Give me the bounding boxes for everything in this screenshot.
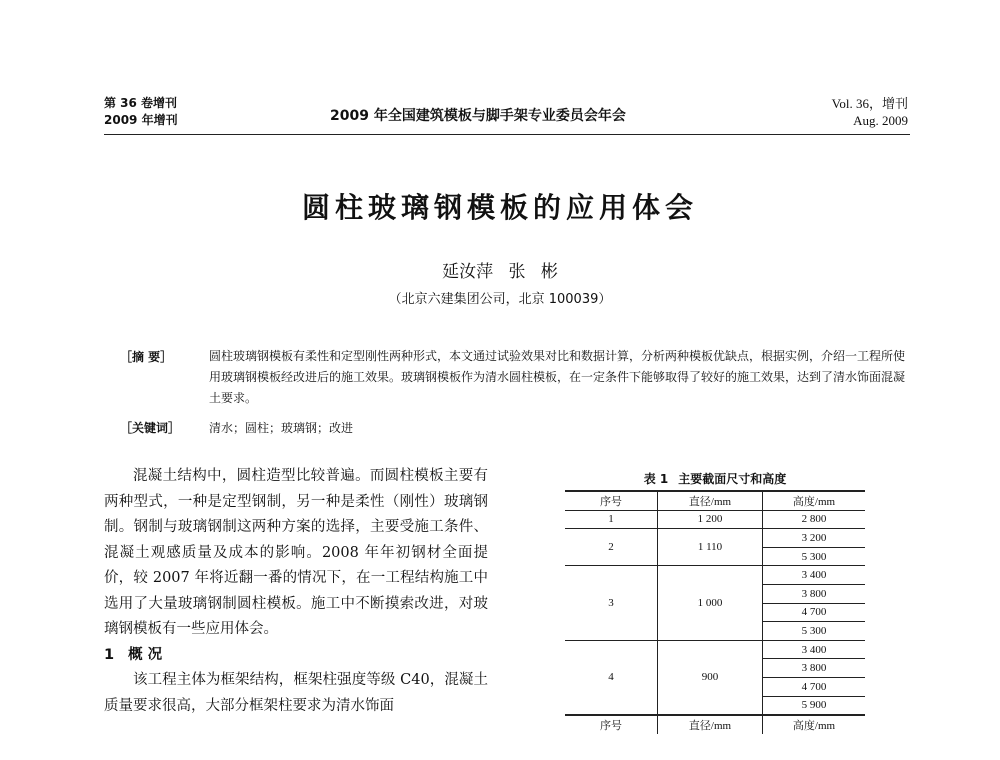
table-header-cell: 直径/mm bbox=[658, 491, 763, 510]
table-header-cell: 序号 bbox=[565, 491, 658, 510]
journal-volume-en-line1: Vol. 36，增刊 bbox=[831, 96, 908, 111]
table-caption bbox=[565, 470, 865, 487]
height-cell: 5 300 bbox=[763, 622, 866, 641]
paper-title: 圆柱玻璃钢模板的应用体会 bbox=[301, 191, 698, 224]
authors: 延汝萍 张 彬 bbox=[442, 262, 558, 282]
table-header-cell: 高度/mm bbox=[763, 491, 866, 510]
diameter-cell: 1 200 bbox=[658, 510, 763, 529]
table-header-row bbox=[565, 491, 865, 510]
table-row bbox=[565, 529, 865, 548]
row-number: 3 bbox=[565, 566, 658, 640]
table-footer-cell: 高度/mm bbox=[763, 715, 866, 734]
table-caption-title: 主要截面尺寸和高度 bbox=[678, 472, 787, 486]
journal-volume-line1: 第 36 卷增刊 bbox=[104, 96, 178, 110]
abstract-text: 圆柱玻璃钢模板有柔性和定型刚性两种形式，本文通过试验效果对比和数据计算，分析两种模板优缺点，根据实例，介绍一工程所使用玻璃钢模板经改进后的施工效果。玻璃钢模板作为清水圆柱模板，在一定条件下能够取得了较好的施工效果，达到了清水饰面混凝土要求。 bbox=[209, 349, 906, 405]
height-cell: 5 900 bbox=[763, 696, 866, 715]
height-cell: 5 300 bbox=[763, 547, 866, 566]
body-paragraph: 混凝土结构中，圆柱造型比较普遍。而圆柱模板主要有两种型式，一种是定型钢制，另一种是柔性（刚性）玻璃钢制。钢制与玻璃钢制这两种方案的选择，主要受施工条件、混凝土观感质量及成本的影响。2008 年年初钢材全面提价，较 2007 年将近翻一番的情况下，在一工程结构施工中选用了大量玻璃钢制圆柱模板。施工中不断摸索改进，对玻璃钢模板有一些应用体会。 bbox=[104, 468, 488, 637]
table-row bbox=[565, 566, 865, 585]
table-footer-cell: 直径/mm bbox=[658, 715, 763, 734]
row-number: 4 bbox=[565, 640, 658, 715]
keywords-text: 清水；圆柱；玻璃钢；改进 bbox=[209, 421, 354, 435]
journal-volume-en bbox=[832, 95, 908, 129]
height-cell: 3 400 bbox=[763, 566, 866, 585]
journal-date: Aug. 2009 bbox=[853, 113, 908, 128]
table-row bbox=[565, 640, 865, 659]
body-paragraph: 该工程主体为框架结构，框架柱强度等级 C40，混凝土质量要求很高，大部分框架柱要求为清水饰面 bbox=[104, 672, 488, 714]
header-rule bbox=[104, 134, 910, 135]
table-row bbox=[565, 510, 865, 529]
journal-volume bbox=[104, 95, 178, 129]
height-cell: 4 700 bbox=[763, 677, 866, 696]
diameter-cell: 900 bbox=[658, 640, 763, 715]
height-cell: 4 700 bbox=[763, 603, 866, 622]
height-cell: 3 200 bbox=[763, 529, 866, 548]
diameter-cell: 1 000 bbox=[658, 566, 763, 640]
height-cell: 3 800 bbox=[763, 584, 866, 603]
body-column bbox=[104, 464, 488, 719]
keywords-label: ［关键词］ bbox=[120, 421, 181, 435]
section-title: 概 况 bbox=[128, 646, 163, 663]
height-cell: 3 400 bbox=[763, 640, 866, 659]
table-number: 表 1 bbox=[643, 472, 669, 486]
row-number: 2 bbox=[565, 529, 658, 566]
height-cell: 2 800 bbox=[763, 510, 866, 529]
diameter-cell: 1 110 bbox=[658, 529, 763, 566]
row-number: 1 bbox=[565, 510, 658, 529]
affiliation: （北京六建集团公司，北京 100039） bbox=[388, 292, 612, 307]
journal-volume-line2: 2009 年增刊 bbox=[104, 113, 178, 127]
section-heading bbox=[104, 643, 488, 669]
abstract-label: ［摘 要］ bbox=[120, 350, 173, 364]
dimension-table bbox=[565, 490, 865, 734]
section-number: 1 bbox=[104, 646, 115, 663]
height-cell: 3 800 bbox=[763, 659, 866, 678]
conference-name: 2009 年全国建筑模板与脚手架专业委员会年会 bbox=[330, 108, 626, 124]
table-footer-row bbox=[565, 715, 865, 734]
table-footer-cell: 序号 bbox=[565, 715, 658, 734]
